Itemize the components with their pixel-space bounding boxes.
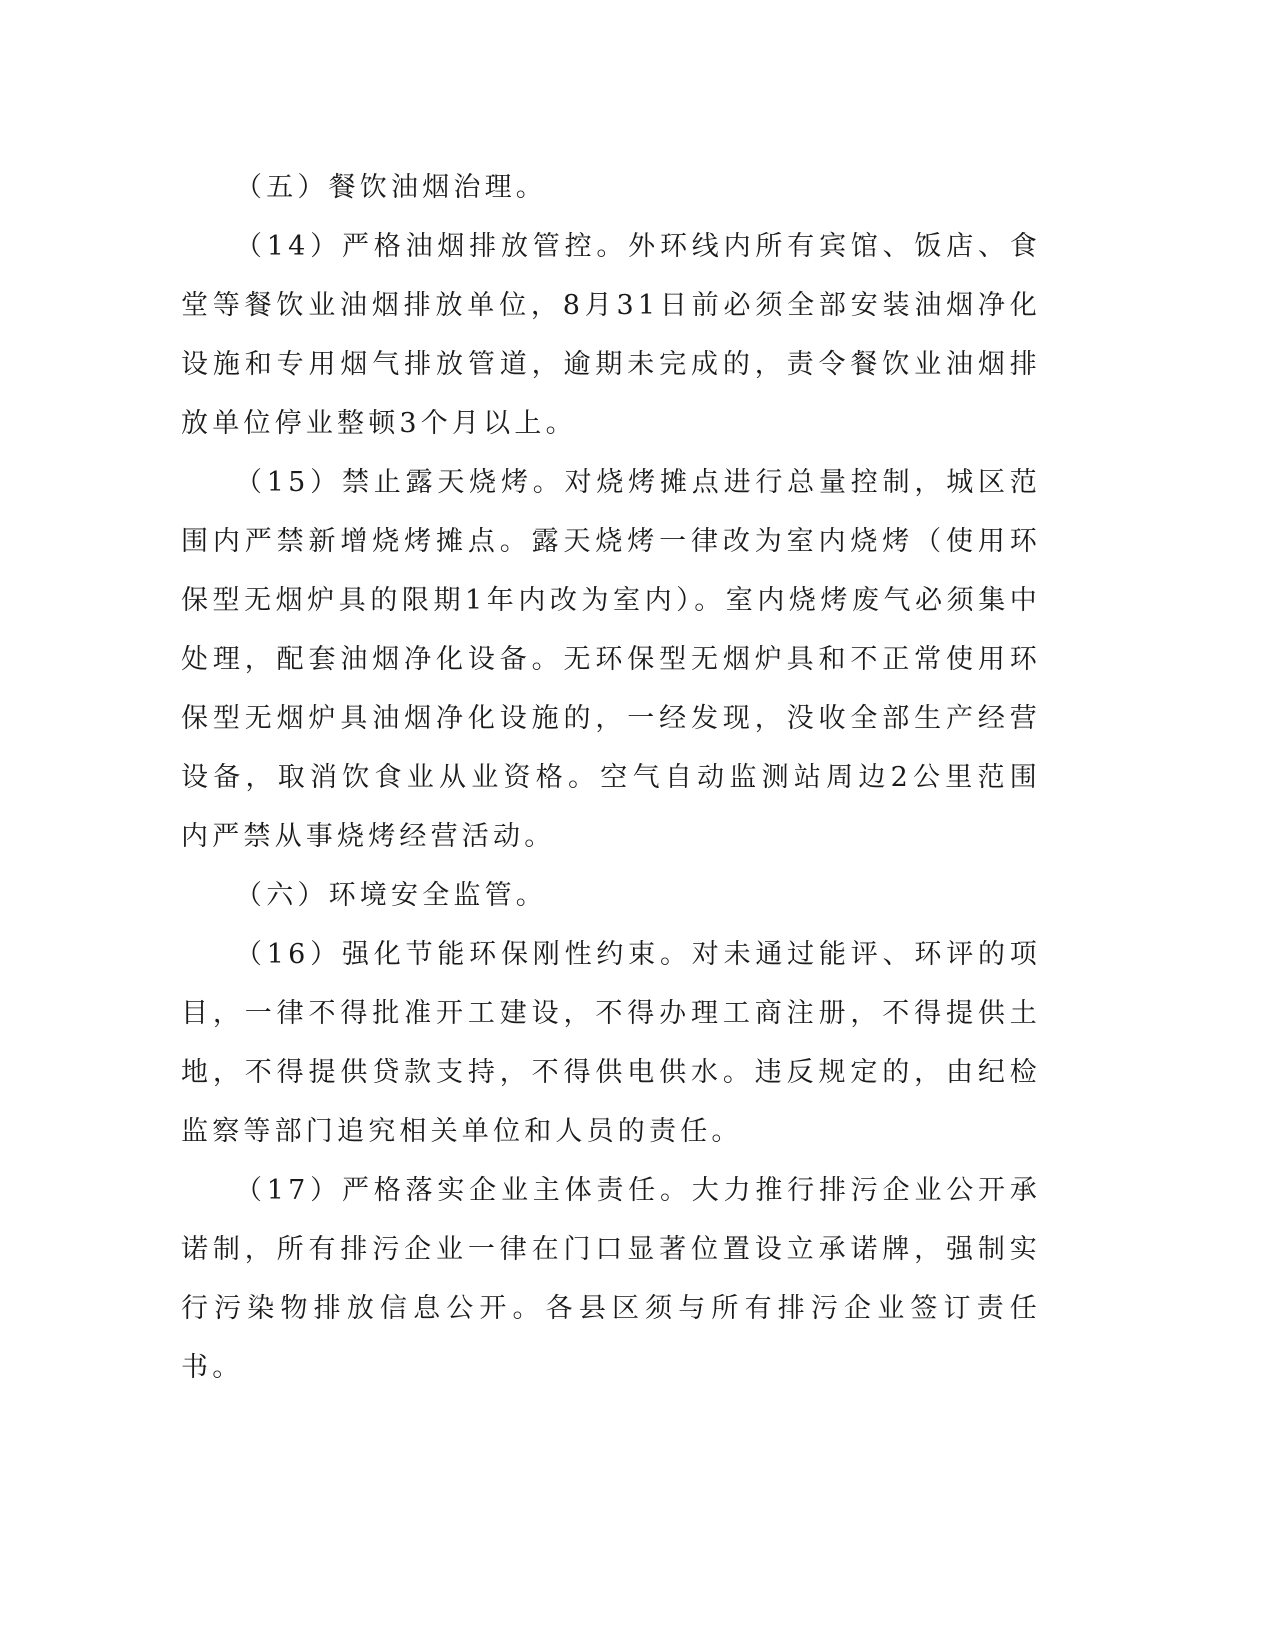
- paragraph-14: （14）严格油烟排放管控。外环线内所有宾馆、饭店、食堂等餐饮业油烟排放单位，8月31日前必须全部安装油烟净化设施和专用烟气排放管道，逾期未完成的，责令餐饮业油烟排放单位停业整顿3个月以上。: [181, 231, 1041, 439]
- document-body: [181, 158, 1041, 1397]
- section-heading-catering-fumes: （五）餐饮油烟治理。: [235, 172, 547, 203]
- paragraph-17: （17）严格落实企业主体责任。大力推行排污企业公开承诺制，所有排污企业一律在门口显著位置设立承诺牌，强制实行污染物排放信息公开。各县区须与所有排污企业签订责任书。: [181, 1175, 1041, 1383]
- paragraph-16: （16）强化节能环保刚性约束。对未通过能评、环评的项目，一律不得批准开工建设，不得办理工商注册，不得提供土地，不得提供贷款支持，不得供电供水。违反规定的，由纪检监察等部门追究相关单位和人员的责任。: [181, 939, 1041, 1147]
- paragraph-15: （15）禁止露天烧烤。对烧烤摊点进行总量控制，城区范围内严禁新增烧烤摊点。露天烧烤一律改为室内烧烤（使用环保型无烟炉具的限期1年内改为室内）。室内烧烤废气必须集中处理，配套油烟净化设备。无环保型无烟炉具和不正常使用环保型无烟炉具油烟净化设施的，一经发现，没收全部生产经营设备，取消饮食业从业资格。空气自动监测站周边2公里范围内严禁从事烧烤经营活动。: [181, 467, 1041, 852]
- section-heading-environmental-safety: （六）环境安全监管。: [235, 880, 547, 911]
